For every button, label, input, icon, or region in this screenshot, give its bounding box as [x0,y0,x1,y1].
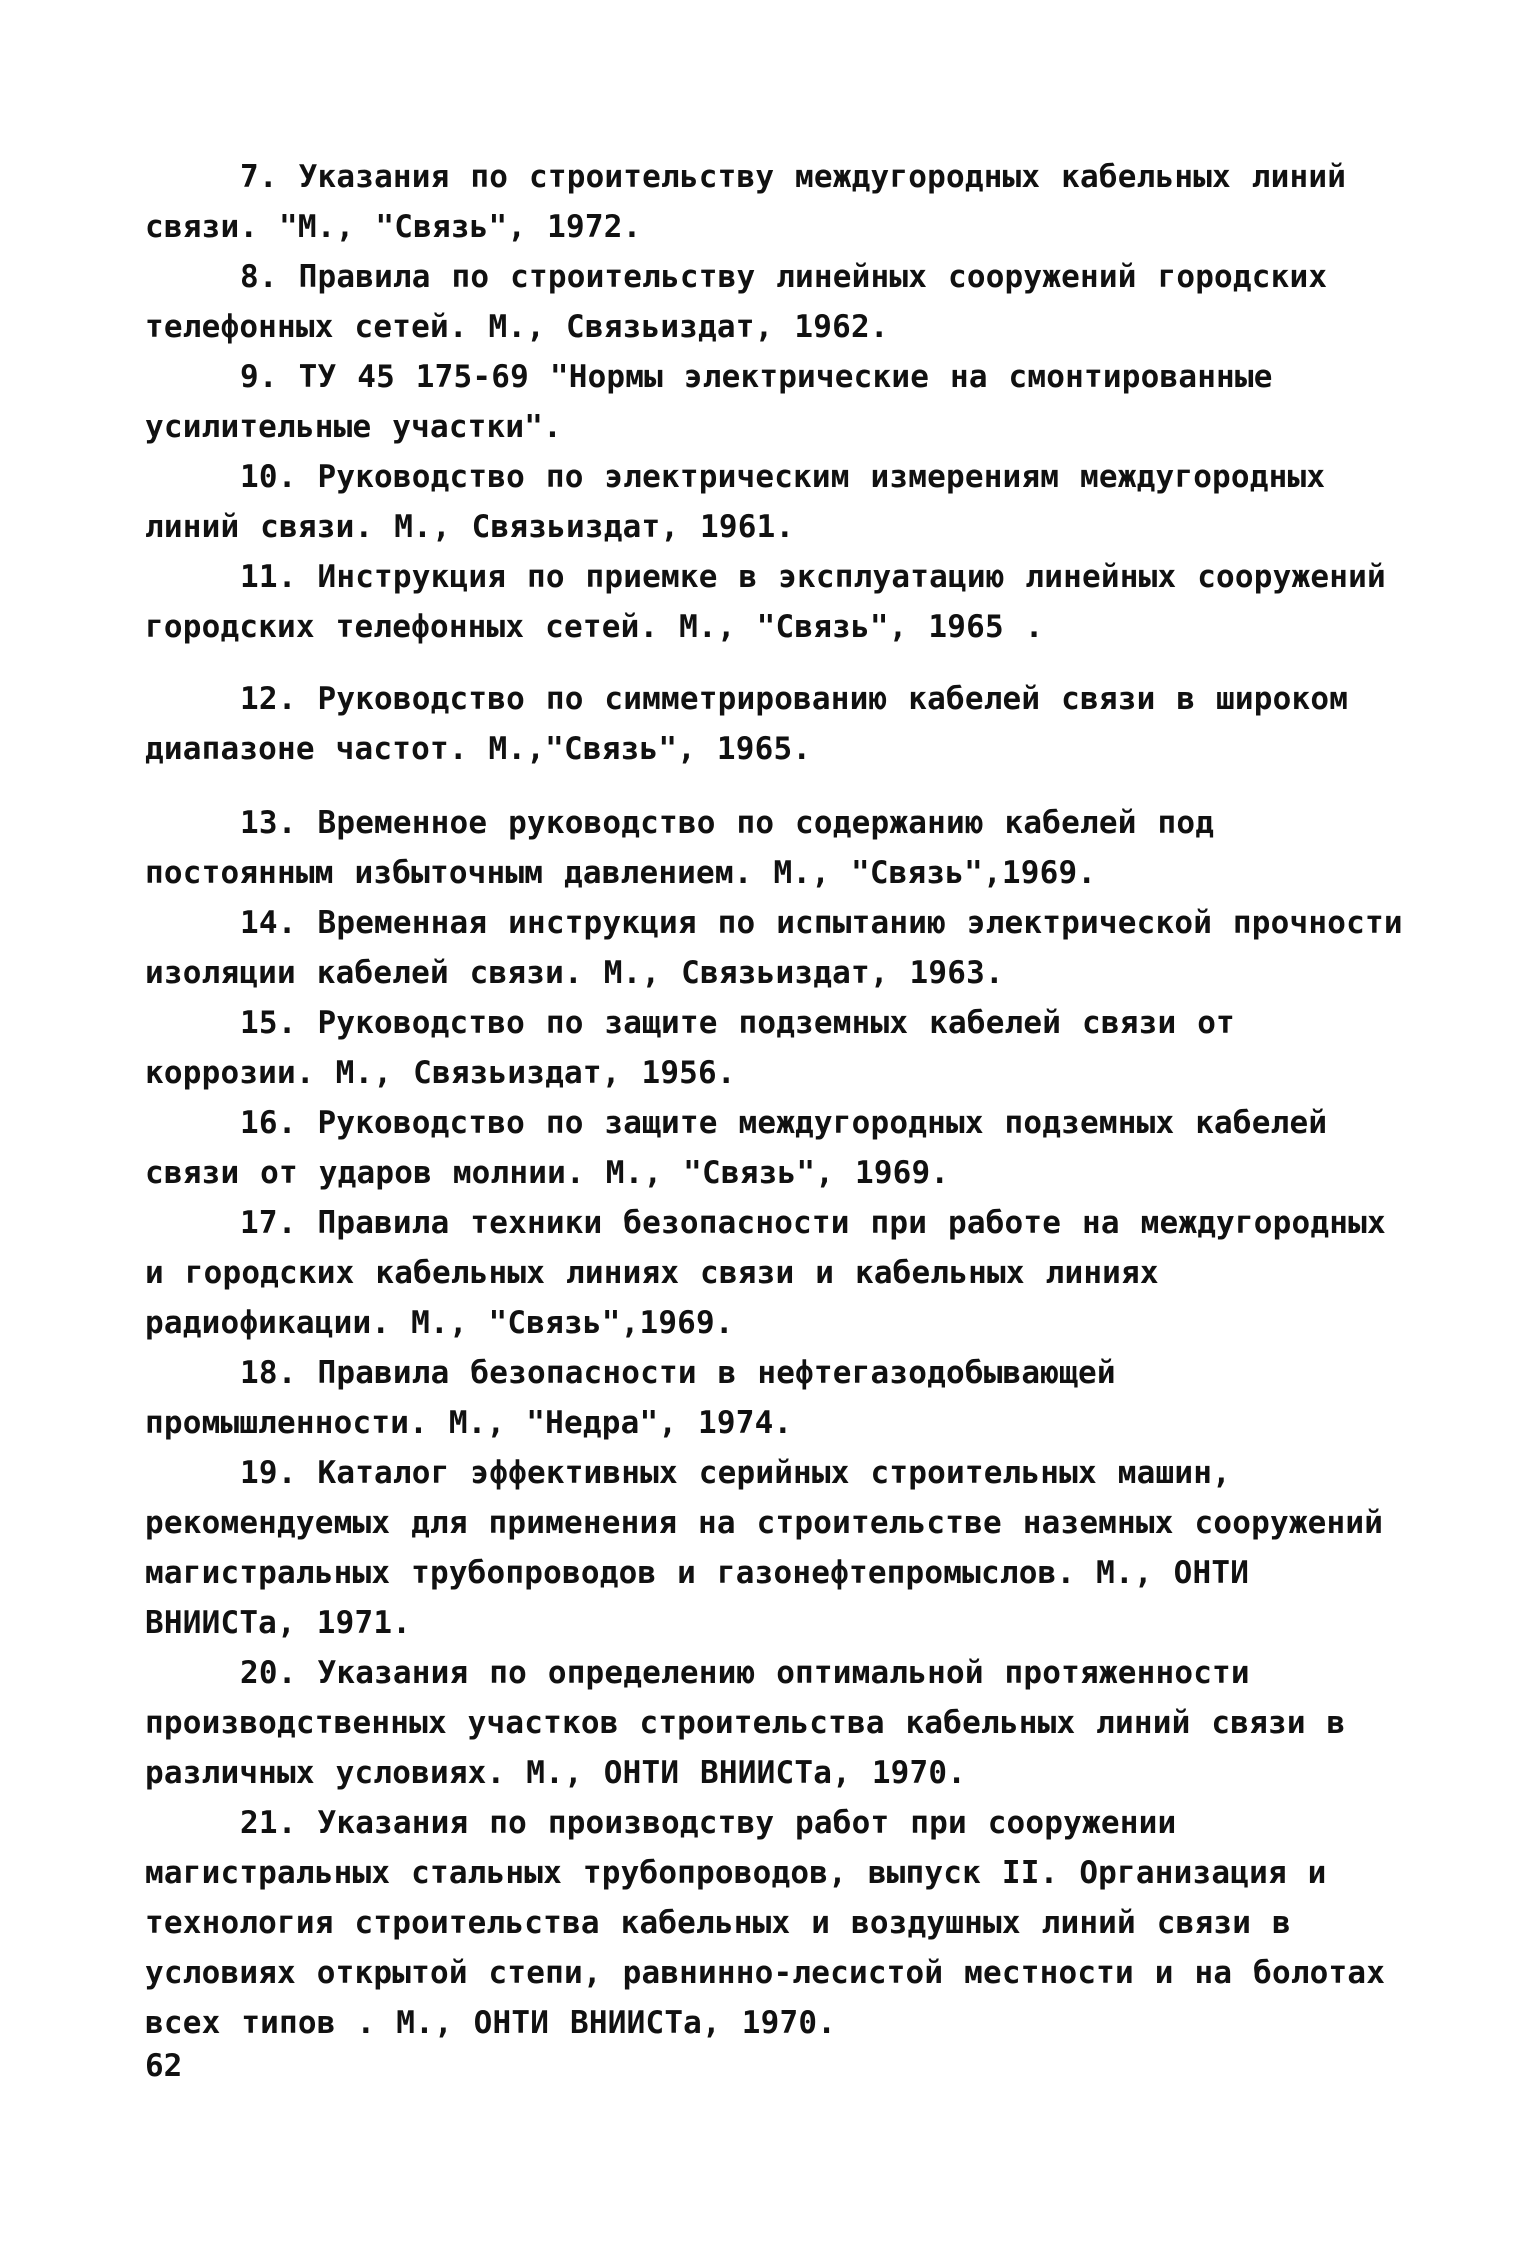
reference-text: Правила по строительству линейных сооружений городских телефонных сетей. М., Связьиздат, 1962. [145,259,1328,345]
reference-item-12 [145,674,1405,774]
page-number: 62 [145,2048,183,2084]
reference-item-19 [145,1448,1405,1648]
reference-item-9 [145,352,1405,452]
reference-text: Каталог эффективных серийных строительных машин, рекомендуемых для применения на строительстве наземных сооружений магистральных трубопроводов и газонефтепромыслов. М., ОНТИ ВНИИСТа, 1971. [145,1455,1384,1641]
reference-text: Указания по определению оптимальной протяженности производственных участков строительства кабельных линий связи в различных условиях. М., ОНТИ ВНИИСТа, 1970. [145,1655,1346,1791]
reference-item-20 [145,1648,1405,1798]
reference-item-21 [145,1798,1405,2048]
reference-number: 8. [240,259,278,295]
reference-text: Руководство по защите междугородных подземных кабелей связи от ударов молнии. М., "Связь", 1969. [145,1105,1328,1191]
reference-number: 18. [240,1355,297,1391]
reference-text: Указания по строительству междугородных кабельных линий связи. "М., "Связь", 1972. [145,159,1347,245]
reference-item-17 [145,1198,1405,1348]
reference-text: Указания по производству работ при сооружении магистральных стальных трубопроводов, выпуск II. Организация и технология строительства кабельных и воздушных линий связи в условиях открытой степи, равнинно-лесистой местности и на болотах всех типов . М., ОНТИ ВНИИСТа, 1970. [145,1805,1386,2041]
reference-item-10 [145,452,1405,552]
reference-item-13 [145,798,1405,898]
reference-item-16 [145,1098,1405,1198]
reference-text: Правила безопасности в нефтегазодобывающей промышленности. М., "Недра", 1974. [145,1355,1116,1441]
reference-number: 15. [240,1005,297,1041]
reference-number: 16. [240,1105,297,1141]
reference-text: Инструкция по приемке в эксплуатацию линейных сооружений городских телефонных сетей. М., "Связь", 1965 . [145,559,1386,645]
reference-number: 12. [240,681,297,717]
reference-text: Руководство по электрическим измерениям междугородных линий связи. М., Связьиздат, 1961. [145,459,1326,545]
reference-text: Руководство по симметрированию кабелей связи в широком диапазоне частот. М.,"Связь", 1965. [145,681,1349,767]
reference-item-8 [145,252,1405,352]
reference-number: 10. [240,459,297,495]
reference-text: Правила техники безопасности при работе на междугородных и городских кабельных линиях связи и кабельных линиях радиофикации. М., "Связь",1969. [145,1205,1386,1341]
reference-number: 19. [240,1455,297,1491]
reference-list [145,152,1405,2048]
reference-number: 14. [240,905,297,941]
reference-number: 20. [240,1655,297,1691]
reference-text: Временная инструкция по испытанию электрической прочности изоляции кабелей связи. М., Связьиздат, 1963. [145,905,1403,991]
reference-number: 7. [240,159,278,195]
reference-number: 9. [240,359,278,395]
reference-item-11 [145,552,1405,652]
reference-item-7 [145,152,1405,252]
reference-item-15 [145,998,1405,1098]
reference-item-14 [145,898,1405,998]
reference-number: 13. [240,805,297,841]
reference-text: Временное руководство по содержанию кабелей под постоянным избыточным давлением. М., "Связь",1969. [145,805,1215,891]
reference-number: 11. [240,559,297,595]
reference-number: 21. [240,1805,297,1841]
reference-text: Руководство по защите подземных кабелей связи от коррозии. М., Связьиздат, 1956. [145,1005,1235,1091]
reference-item-18 [145,1348,1405,1448]
reference-number: 17. [240,1205,297,1241]
reference-text: ТУ 45 175-69 "Нормы электрические на смонтированные усилительные участки". [145,359,1273,445]
